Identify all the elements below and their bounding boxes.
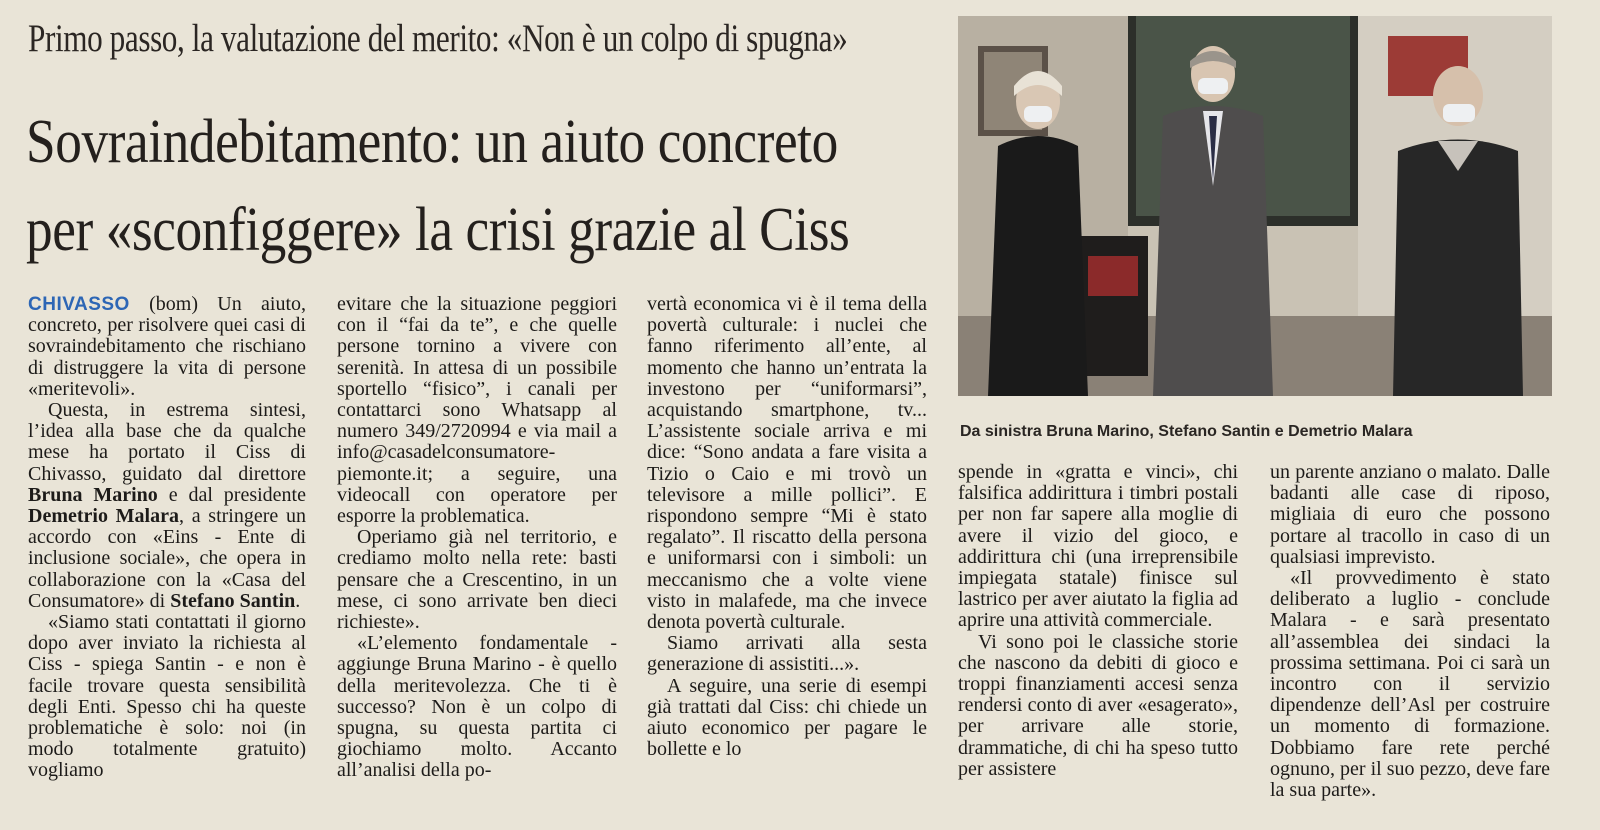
article-column-4 [958,462,1238,780]
article-column-1 [28,294,306,782]
paragraph: «Siamo stati contattati il giorno dopo aver inviato la richiesta al Ciss - spiega Santin - e non è facile trovare questa sensibilità degli Enti. Spesso chi ha queste problematiche è solo: noi (in modo totalmente gratuito) vogliamo [28,611,306,782]
article-column-5 [1270,462,1550,801]
paragraph: A seguire, una serie di esempi già trattati dal Ciss: chi chiede un aiuto economico per pagare le bollette e lo [647,674,927,761]
text: . [295,589,301,612]
paragraph [28,294,306,400]
photo-caption: Da sinistra Bruna Marino, Stefano Santin e Demetrio Malara [960,423,1413,440]
article-kicker: Primo passo, la valutazione del merito: «Non è un colpo di spugna» [28,17,848,60]
paragraph: «Il provvedimento è stato deliberato a luglio - conclude Malara - e sarà presentato all’assemblea dei sindaci la prossima settimana. Poi ci sarà un incontro con il servizio dipendenze dell’Asl per costruire un momento di formazione. Dobbiamo fare rete perché ognuno, per il suo pezzo, deve fare la sua parte». [1270,567,1550,802]
paragraph: spende in «gratta e vinci», chi falsifica addirittura i timbri postali per non far sapere alla moglie di avere il vizio del gioco, e addirittura chi (una irreprensibile impiegata statale) finisce sul lastrico per aver aiutato la figlia ad aprire una attività commerciale. [958,461,1238,632]
photo-three-people [958,16,1552,396]
paragraph: un parente anziano o malato. Dalle badanti alle case di riposo, migliaia di euro che possono portare al tracollo in caso di un qualsiasi imprevisto. [1270,461,1550,568]
article-headline [26,98,946,274]
paragraph: vertà economica vi è il tema della povertà culturale: i nuclei che fanno riferimento all’ente, al momento che hanno un’entrata la investono per “uniformarsi”, acquistando smartphone, tv... L’assistente sociale arriva e mi dice: “Sono andata a fare visita a Tizio o Caio e mi trovò un televisore a mille pollici”. E rispondono sempre “Mi è stato regalato”. Il riscatto della persona e uniformarsi con i simboli: un meccanismo che a volte viene visto in malafede, ma che invece denota povertà culturale. [647,293,927,634]
headline-line-2: per «sconfiggere» la crisi grazie al Ciss [26,196,850,264]
paragraph: evitare che la situazione peggiori con il “fai da te”, e che quelle persone tornino a vivere con serenità. In attesa di un possibile sportello “fisico”, i canali per contattarci sono Whatsapp al numero 349/2720994 e via mail a info@casadelconsumatore-piemonte.it; a seguire, una videocall con operatore per esporre la problematica. [337,293,617,528]
article-column-3 [647,294,927,760]
person-name: Demetrio Malara [28,505,179,528]
paragraph: Vi sono poi le classiche storie che nascono da debiti di gioco e troppi finanziamenti accesi senza rendersi conto di aver «esagerato», per arrivare alle storie, drammatiche, di chi ha speso tutto per assistere [958,630,1238,780]
article-column-2 [337,294,617,782]
text: Questa, in estrema sintesi, l’idea alla base che da qualche mese ha portato il Ciss di Chivasso, guidato dal direttore [28,399,306,485]
text: (bom) Un aiuto, concreto, per risolvere quei casi di sovraindebitamento che rischiano di distruggere la vita di persone «meritevoli». [28,293,306,400]
paragraph: Siamo arrivati alla sesta generazione di assistiti...». [647,632,927,676]
headline-line-1: Sovraindebitamento: un aiuto concreto [26,108,838,176]
paragraph [28,400,306,612]
text: e dal presidente [157,483,306,506]
article-photo [958,16,1552,396]
dateline: CHIVASSO [28,294,130,315]
person-name: Stefano Santin [170,589,296,612]
paragraph: «L’elemento fondamentale - aggiunge Bruna Marino - è quello della meritevolezza. Che ti è successo? Non è un colpo di spugna, su questa partita ci giochiamo molto. Accanto all’analisi della po- [337,632,617,782]
person-name: Bruna Marino [28,483,158,506]
text: , a stringere un accordo con «Eins - Ente di inclusione sociale», che opera in collaborazione con la «Casa del Consumatore» di [28,505,306,612]
paragraph: Operiamo già nel territorio, e crediamo molto nella rete: basti pensare che a Crescentino, in un mese, ci sono arrivate ben dieci richieste». [337,526,617,634]
